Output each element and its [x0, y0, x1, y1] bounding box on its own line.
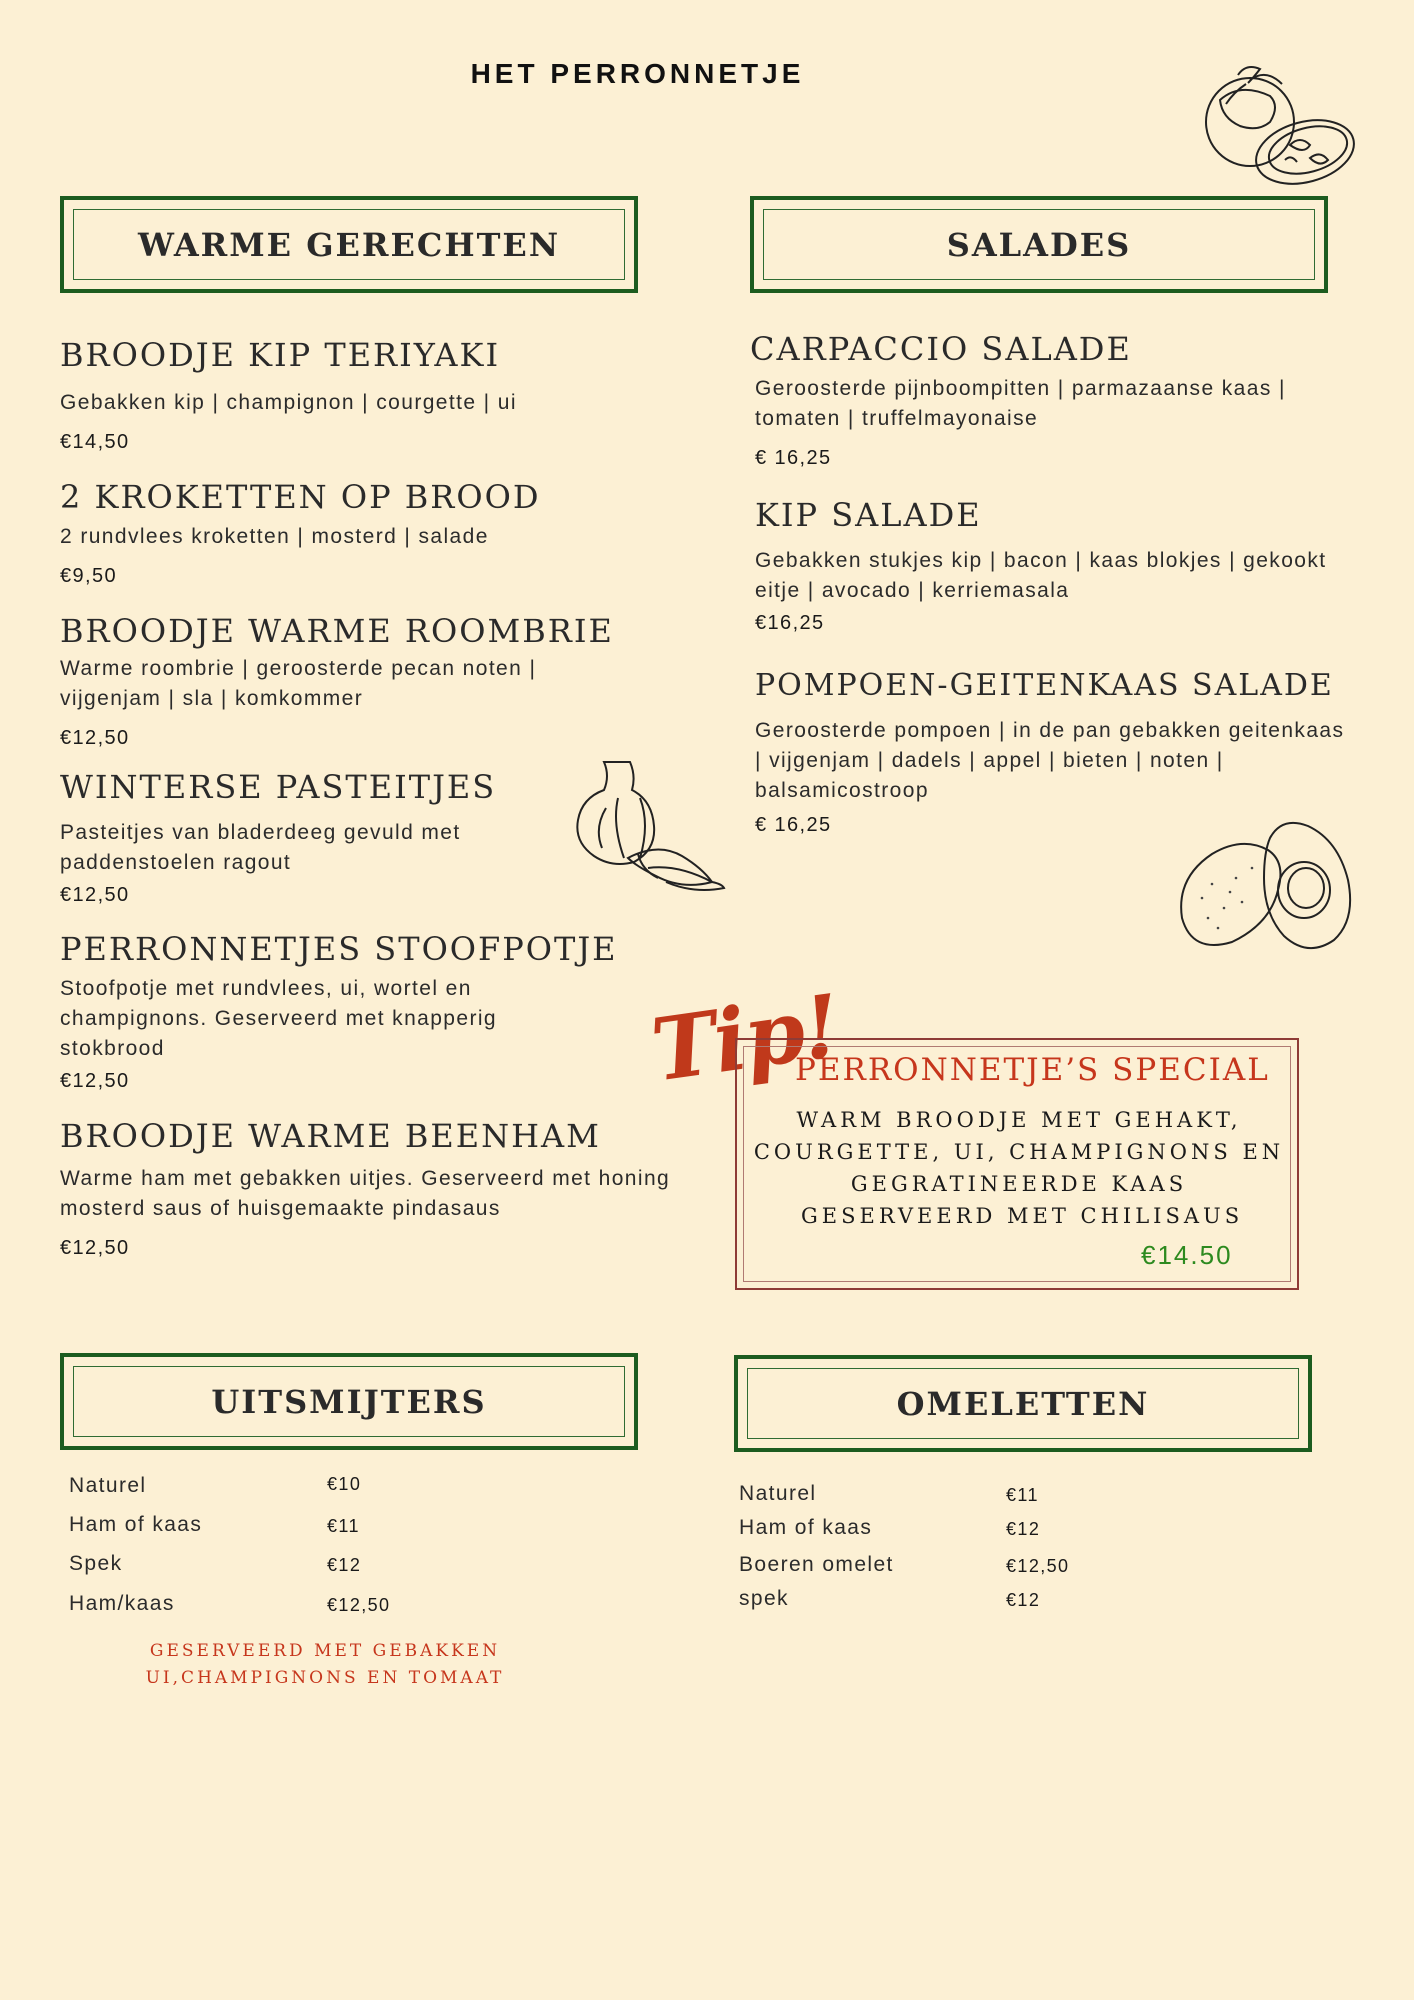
- dish-name: PERRONNETJES STOOFPOTJE: [60, 930, 618, 968]
- dish-price: €12,50: [60, 884, 130, 906]
- dish-description: Gebakken kip | champignon | courgette | ui: [60, 391, 517, 414]
- tip-label: Tip!: [645, 975, 845, 1102]
- special-line: COURGETTE, UI, CHAMPIGNONS EN: [753, 1140, 1285, 1164]
- section-header-warme-gerechten: [60, 196, 638, 293]
- dish-description: Gebakken stukjes kip | bacon | kaas blokjes | gekookt eitje | avocado | kerriemasala: [755, 549, 1327, 602]
- dish-name: BROODJE WARME ROOMBRIE: [60, 612, 614, 650]
- special-title: PERRONNETJE’S SPECIAL: [795, 1052, 1270, 1088]
- list-item-name: Ham/kaas: [69, 1592, 175, 1615]
- section-title: UITSMIJTERS: [211, 1382, 487, 1421]
- dish-description: Warme roombrie | geroosterde pecan noten | vijgenjam | sla | komkommer: [60, 657, 537, 710]
- special-box: [735, 1038, 1299, 1290]
- list-item-name: Ham of kaas: [739, 1516, 873, 1539]
- dish-description: Pasteitjes van bladerdeeg gevuld met paddenstoelen ragout: [60, 821, 461, 874]
- tomato-illustration: [1190, 60, 1360, 190]
- dish-description: Warme ham met gebakken uitjes. Geserveerd met honing mosterd saus of huisgemaakte pindasaus: [60, 1167, 671, 1220]
- dish-name: WINTERSE PASTEITJES: [60, 768, 497, 806]
- section-title: WARME GERECHTEN: [137, 225, 561, 264]
- avocado-illustration: [1172, 818, 1352, 958]
- special-price: €14.50: [1141, 1240, 1233, 1270]
- special-description: [737, 1104, 1301, 1232]
- list-item-price: €12: [327, 1555, 362, 1575]
- dish-description: Geroosterde pijnboompitten | parmazaanse kaas | tomaten | truffelmayonaise: [755, 377, 1286, 430]
- list-item-name: Naturel: [69, 1474, 147, 1497]
- dish-name: KIP SALADE: [755, 496, 982, 534]
- list-item-price: €11: [327, 1516, 360, 1536]
- dish-price: € 16,25: [755, 814, 832, 836]
- dish-price: € 16,25: [755, 447, 832, 469]
- section-title: SALADES: [946, 225, 1132, 264]
- special-line: WARM BROODJE MET GEHAKT,: [796, 1108, 1242, 1132]
- dish-price: €9,50: [60, 565, 118, 587]
- dish-name: CARPACCIO SALADE: [750, 330, 1132, 368]
- dish-price: €14,50: [60, 431, 130, 453]
- list-item-name: Spek: [69, 1552, 123, 1575]
- section-header-salades: [750, 196, 1328, 293]
- special-line: GESERVEERD MET CHILISAUS: [801, 1204, 1244, 1228]
- dish-name: 2 KROKETTEN OP BROOD: [60, 478, 541, 516]
- dish-name: BROODJE KIP TERIYAKI: [60, 336, 501, 374]
- dish-name: BROODJE WARME BEENHAM: [60, 1117, 601, 1155]
- dish-price: €12,50: [60, 727, 130, 749]
- section-header-omeletten: [734, 1355, 1312, 1452]
- dish-price: €16,25: [755, 612, 825, 634]
- list-item-name: Boeren omelet: [739, 1553, 894, 1576]
- list-item-price: €11: [1006, 1485, 1039, 1505]
- garlic-illustration: [568, 758, 728, 893]
- serving-note: GESERVEERD MET GEBAKKEN UI,CHAMPIGNONS EN TOMAAT: [145, 1641, 505, 1688]
- list-item-price: €12,50: [1006, 1556, 1070, 1576]
- dish-description: Geroosterde pompoen | in de pan gebakken geitenkaas | vijgenjam | dadels | appel | bieten | noten | balsamicostroop: [755, 719, 1345, 802]
- special-line: GEGRATINEERDE KAAS: [850, 1172, 1188, 1196]
- list-item-price: €12: [1006, 1519, 1041, 1539]
- list-item-name: Ham of kaas: [69, 1513, 203, 1536]
- list-item-price: €12,50: [327, 1595, 391, 1615]
- list-item-name: spek: [739, 1587, 789, 1610]
- list-item-price: €12: [1006, 1590, 1041, 1610]
- section-header-uitsmijters: [60, 1353, 638, 1450]
- dish-price: €12,50: [60, 1070, 130, 1092]
- dish-name: POMPOEN-GEITENKAAS SALADE: [755, 668, 1334, 703]
- dish-description: Stoofpotje met rundvlees, ui, wortel en champignons. Geserveerd met knapperig stokbrood: [60, 977, 498, 1060]
- restaurant-title: HET PERRONNETJE: [470, 58, 805, 89]
- section-title: OMELETTEN: [896, 1384, 1150, 1423]
- list-item-name: Naturel: [739, 1482, 817, 1505]
- dish-price: €12,50: [60, 1237, 130, 1259]
- list-item-price: €10: [327, 1474, 362, 1494]
- dish-description: 2 rundvlees kroketten | mosterd | salade: [60, 525, 489, 548]
